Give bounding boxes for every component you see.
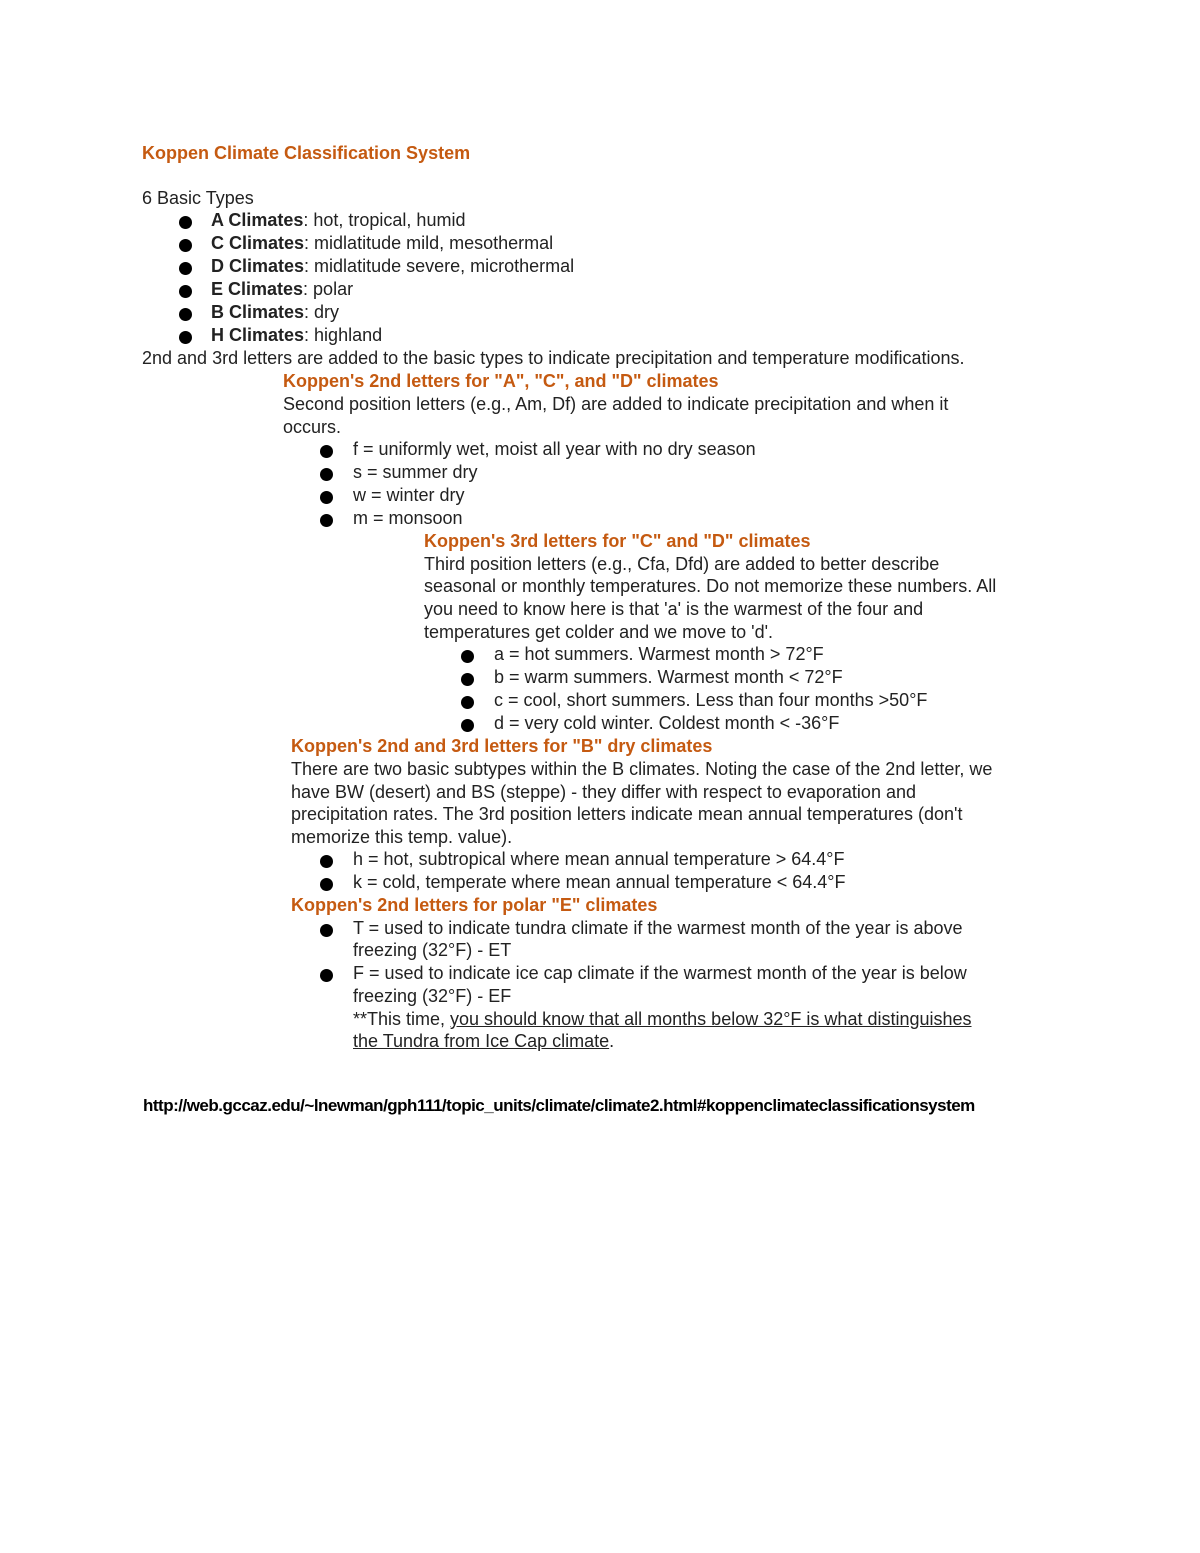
list-item-label: B Climates [211, 302, 305, 322]
bullet-icon [179, 239, 192, 252]
bullet-icon [179, 216, 192, 229]
note-underlined-text: you should know that all months below 32°F is what distinguishes [450, 1009, 972, 1029]
bullet-icon [179, 331, 192, 344]
list-item-desc: : hot, tropical, humid [303, 210, 466, 230]
list-item: c = cool, short summers. Less than four months >50°F [494, 690, 928, 710]
list-item-label: E Climates [211, 279, 304, 299]
list-item-desc: : midlatitude severe, microthermal [304, 256, 575, 276]
section-heading-second-letters: Koppen's 2nd letters for "A", "C", and "D" climates [283, 371, 719, 391]
bullet-icon [320, 855, 333, 868]
list-item-desc: : highland [304, 325, 383, 345]
list-item [211, 255, 574, 278]
bullet-icon [461, 650, 474, 663]
note-underlined-text: the Tundra from Ice Cap climate [353, 1031, 610, 1051]
bullet-icon [320, 491, 333, 504]
paragraph-line: temperatures get colder and we move to 'd'. [424, 622, 774, 642]
paragraph-line: There are two basic subtypes within the B climates. Noting the case of the 2nd letter, we [291, 759, 993, 779]
polar-note-continuation [353, 1030, 614, 1053]
list-item [211, 278, 353, 301]
paragraph-line: occurs. [283, 417, 342, 437]
bullet-icon [320, 969, 333, 982]
bullet-icon [179, 308, 192, 321]
page-title: Koppen Climate Classification System [142, 143, 471, 163]
section-heading-third-letters: Koppen's 3rd letters for "C" and "D" climates [424, 531, 811, 551]
basic-types-intro: 6 Basic Types [142, 188, 254, 208]
bullet-icon [320, 878, 333, 891]
list-item [211, 209, 465, 232]
bullet-icon [320, 514, 333, 527]
list-item-label: A Climates [211, 210, 304, 230]
paragraph-line: precipitation rates. The 3rd position letters indicate mean annual temperatures (don't [291, 804, 963, 824]
section-heading-polar-letters: Koppen's 2nd letters for polar "E" climates [291, 895, 658, 915]
list-item: s = summer dry [353, 462, 478, 482]
bullet-icon [320, 468, 333, 481]
paragraph-line: Third position letters (e.g., Cfa, Dfd) are added to better describe [424, 554, 940, 574]
polar-note [353, 1008, 972, 1031]
list-item-label: D Climates [211, 256, 305, 276]
bullet-icon [320, 445, 333, 458]
list-item: f = uniformly wet, moist all year with no dry season [353, 439, 756, 459]
list-item: w = winter dry [353, 485, 465, 505]
bullet-icon [179, 285, 192, 298]
list-item-desc: : polar [303, 279, 354, 299]
list-item: m = monsoon [353, 508, 463, 528]
list-item [211, 301, 339, 324]
list-item-continuation: freezing (32°F) - ET [353, 940, 512, 960]
list-item-desc: : dry [304, 302, 340, 322]
bullet-icon [320, 924, 333, 937]
paragraph-line: memorize this temp. value). [291, 827, 513, 847]
source-url: http://web.gccaz.edu/~lnewman/gph111/topic_units/climate/climate2.html#koppenclimateclassificationsystem [143, 1096, 975, 1115]
list-item: a = hot summers. Warmest month > 72°F [494, 644, 824, 664]
note-end: . [609, 1031, 615, 1051]
list-item: T = used to indicate tundra climate if the warmest month of the year is above [353, 918, 963, 938]
bullet-icon [461, 673, 474, 686]
paragraph-line: seasonal or monthly temperatures. Do not memorize these numbers. All [424, 576, 997, 596]
bullet-icon [461, 719, 474, 732]
list-item [211, 232, 553, 255]
list-item-label: H Climates [211, 325, 305, 345]
paragraph-line: you need to know here is that 'a' is the warmest of the four and [424, 599, 924, 619]
bullet-icon [461, 696, 474, 709]
letters-note: 2nd and 3rd letters are added to the basic types to indicate precipitation and temperature modifications. [142, 348, 965, 368]
list-item-continuation: freezing (32°F) - EF [353, 986, 512, 1006]
list-item-label: C Climates [211, 233, 305, 253]
bullet-icon [179, 262, 192, 275]
list-item: h = hot, subtropical where mean annual temperature > 64.4°F [353, 849, 845, 869]
paragraph-line: have BW (desert) and BS (steppe) - they differ with respect to evaporation and [291, 782, 916, 802]
list-item: F = used to indicate ice cap climate if the warmest month of the year is below [353, 963, 967, 983]
list-item [211, 324, 382, 347]
note-prefix: **This time, [353, 1009, 451, 1029]
list-item-desc: : midlatitude mild, mesothermal [304, 233, 554, 253]
list-item: d = very cold winter. Coldest month < -36°F [494, 713, 840, 733]
paragraph-line: Second position letters (e.g., Am, Df) are added to indicate precipitation and when it [283, 394, 949, 414]
list-item: b = warm summers. Warmest month < 72°F [494, 667, 843, 687]
section-heading-dry-letters: Koppen's 2nd and 3rd letters for "B" dry climates [291, 736, 713, 756]
list-item: k = cold, temperate where mean annual temperature < 64.4°F [353, 872, 846, 892]
